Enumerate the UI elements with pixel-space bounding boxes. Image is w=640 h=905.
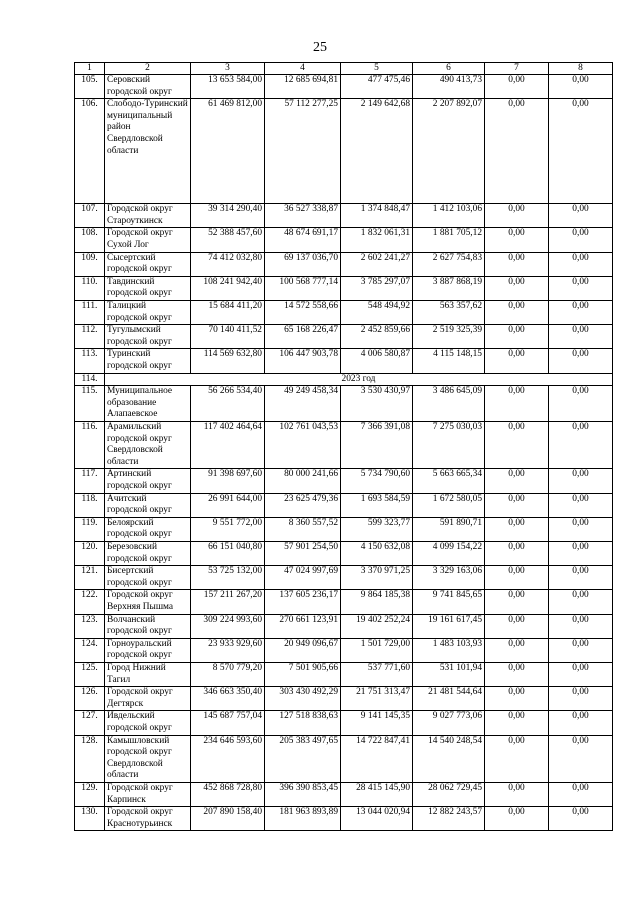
value-cell-col5: 21 751 313,47: [341, 687, 413, 711]
value-cell-col6: 9 027 773,06: [413, 711, 485, 735]
value-cell-col8: 0,00: [549, 590, 613, 614]
row-number-cell: 123.: [75, 614, 105, 638]
value-cell-col4: 8 360 557,52: [265, 517, 341, 541]
table-row: [75, 469, 613, 493]
row-number-cell: 108.: [75, 228, 105, 252]
value-cell-col3: 309 224 993,60: [191, 614, 265, 638]
municipality-name-cell: Городской округ Краснотурьинск: [105, 807, 191, 831]
value-cell-col3: 52 388 457,60: [191, 228, 265, 252]
table-row: [75, 493, 613, 517]
value-cell-col8: 0,00: [549, 614, 613, 638]
value-cell-col6: 1 483 103,93: [413, 638, 485, 662]
value-cell-col5: 1 374 848,47: [341, 204, 413, 228]
value-cell-col5: 28 415 145,90: [341, 782, 413, 806]
value-cell-col6: 563 357,62: [413, 300, 485, 324]
value-cell-col7: 0,00: [485, 228, 549, 252]
value-cell-col3: 108 241 942,40: [191, 276, 265, 300]
row-number-cell: 111.: [75, 300, 105, 324]
value-cell-col5: 2 452 859,66: [341, 325, 413, 349]
value-cell-col7: 0,00: [485, 590, 549, 614]
municipality-name-cell: Тавдинский городской округ: [105, 276, 191, 300]
value-cell-col5: 7 366 391,08: [341, 422, 413, 469]
value-cell-col4: 396 390 853,45: [265, 782, 341, 806]
value-cell-col5: 3 785 297,07: [341, 276, 413, 300]
value-cell-col3: 56 266 534,40: [191, 386, 265, 422]
value-cell-col8: 0,00: [549, 493, 613, 517]
municipality-name-cell: Муниципальное образование Алапаевское: [105, 386, 191, 422]
value-cell-col8: 0,00: [549, 782, 613, 806]
header-cell: 5: [341, 63, 413, 75]
municipality-name-cell: Город Нижний Тагил: [105, 662, 191, 686]
value-cell-col8: 0,00: [549, 469, 613, 493]
value-cell-col3: 91 398 697,60: [191, 469, 265, 493]
value-cell-col4: 100 568 777,14: [265, 276, 341, 300]
table-row: [75, 228, 613, 252]
municipality-name-cell: Туринский городской округ: [105, 349, 191, 373]
value-cell-col5: 548 494,92: [341, 300, 413, 324]
value-cell-col7: 0,00: [485, 614, 549, 638]
value-cell-col8: 0,00: [549, 566, 613, 590]
row-number-cell: 118.: [75, 493, 105, 517]
municipality-name-cell: Городской округ Староуткинск: [105, 204, 191, 228]
value-cell-col4: 80 000 241,66: [265, 469, 341, 493]
value-cell-col7: 0,00: [485, 687, 549, 711]
value-cell-col3: 74 412 032,80: [191, 252, 265, 276]
row-number-cell: 121.: [75, 566, 105, 590]
municipality-name-cell: Городской округ Сухой Лог: [105, 228, 191, 252]
value-cell-col8: 0,00: [549, 276, 613, 300]
value-cell-col8: 0,00: [549, 252, 613, 276]
value-cell-col3: 13 653 584,00: [191, 75, 265, 99]
header-cell: 4: [265, 63, 341, 75]
value-cell-col3: 15 684 411,20: [191, 300, 265, 324]
table-row: [75, 75, 613, 99]
value-cell-col4: 57 901 254,50: [265, 542, 341, 566]
value-cell-col4: 49 249 458,34: [265, 386, 341, 422]
row-number-cell: 130.: [75, 807, 105, 831]
value-cell-col8: 0,00: [549, 325, 613, 349]
value-cell-col8: 0,00: [549, 687, 613, 711]
value-cell-col4: 181 963 893,89: [265, 807, 341, 831]
value-cell-col3: 53 725 132,00: [191, 566, 265, 590]
table-row: [75, 300, 613, 324]
value-cell-col5: 14 722 847,41: [341, 735, 413, 782]
municipality-name-cell: Бисертский городской округ: [105, 566, 191, 590]
table-row: [75, 566, 613, 590]
municipality-name-cell: Ивдельский городской округ: [105, 711, 191, 735]
value-cell-col4: 12 685 694,81: [265, 75, 341, 99]
table-row: [75, 735, 613, 782]
value-cell-col5: 3 370 971,25: [341, 566, 413, 590]
value-cell-col4: 57 112 277,25: [265, 99, 341, 204]
value-cell-col7: 0,00: [485, 542, 549, 566]
row-number-cell: 112.: [75, 325, 105, 349]
value-cell-col3: 8 570 779,20: [191, 662, 265, 686]
value-cell-col6: 28 062 729,45: [413, 782, 485, 806]
value-cell-col3: 66 151 040,80: [191, 542, 265, 566]
table-row: [75, 517, 613, 541]
value-cell-col7: 0,00: [485, 782, 549, 806]
value-cell-col3: 207 890 158,40: [191, 807, 265, 831]
value-cell-col7: 0,00: [485, 517, 549, 541]
value-cell-col8: 0,00: [549, 662, 613, 686]
table-row: [75, 687, 613, 711]
header-cell: 8: [549, 63, 613, 75]
value-cell-col8: 0,00: [549, 542, 613, 566]
value-cell-col4: 48 674 691,17: [265, 228, 341, 252]
value-cell-col8: 0,00: [549, 735, 613, 782]
value-cell-col6: 4 099 154,22: [413, 542, 485, 566]
value-cell-col6: 14 540 248,54: [413, 735, 485, 782]
value-cell-col5: 599 323,77: [341, 517, 413, 541]
value-cell-col5: 1 501 729,00: [341, 638, 413, 662]
header-cell: 3: [191, 63, 265, 75]
value-cell-col8: 0,00: [549, 99, 613, 204]
municipality-name-cell: Сысертский городской округ: [105, 252, 191, 276]
row-number-cell: 120.: [75, 542, 105, 566]
table-row: [75, 614, 613, 638]
value-cell-col8: 0,00: [549, 300, 613, 324]
row-number-cell: 127.: [75, 711, 105, 735]
row-number-cell: 109.: [75, 252, 105, 276]
table-row: [75, 252, 613, 276]
value-cell-col8: 0,00: [549, 422, 613, 469]
row-number-cell: 116.: [75, 422, 105, 469]
value-cell-col5: 19 402 252,24: [341, 614, 413, 638]
value-cell-col3: 114 569 632,80: [191, 349, 265, 373]
value-cell-col4: 69 137 036,70: [265, 252, 341, 276]
value-cell-col3: 234 646 593,60: [191, 735, 265, 782]
value-cell-col8: 0,00: [549, 386, 613, 422]
row-number-cell: 122.: [75, 590, 105, 614]
value-cell-col4: 47 024 997,69: [265, 566, 341, 590]
municipality-name-cell: Городской округ Карпинск: [105, 782, 191, 806]
municipality-name-cell: Артинский городской округ: [105, 469, 191, 493]
value-cell-col4: 102 761 043,53: [265, 422, 341, 469]
value-cell-col7: 0,00: [485, 638, 549, 662]
row-number-cell: 129.: [75, 782, 105, 806]
value-cell-col6: 5 663 665,34: [413, 469, 485, 493]
table-row: [75, 386, 613, 422]
value-cell-col4: 127 518 838,63: [265, 711, 341, 735]
value-cell-col5: 477 475,46: [341, 75, 413, 99]
value-cell-col4: 14 572 558,66: [265, 300, 341, 324]
value-cell-col5: 3 530 430,97: [341, 386, 413, 422]
table-body: [75, 75, 613, 831]
value-cell-col3: 26 991 644,00: [191, 493, 265, 517]
municipality-name-cell: Слободо-Туринский муниципальный район Свердловской области: [105, 99, 191, 204]
value-cell-col3: 61 469 812,00: [191, 99, 265, 204]
value-cell-col6: 490 413,73: [413, 75, 485, 99]
table-row: [75, 276, 613, 300]
value-cell-col3: 346 663 350,40: [191, 687, 265, 711]
table-row: [75, 590, 613, 614]
row-number-cell: 125.: [75, 662, 105, 686]
value-cell-col7: 0,00: [485, 75, 549, 99]
header-cell: 2: [105, 63, 191, 75]
value-cell-col8: 0,00: [549, 228, 613, 252]
data-table: [74, 62, 613, 831]
value-cell-col8: 0,00: [549, 711, 613, 735]
municipality-name-cell: Березовский городской округ: [105, 542, 191, 566]
row-number-cell: 110.: [75, 276, 105, 300]
value-cell-col7: 0,00: [485, 386, 549, 422]
value-cell-col6: 1 412 103,06: [413, 204, 485, 228]
municipality-name-cell: Волчанский городской округ: [105, 614, 191, 638]
value-cell-col5: 9 864 185,38: [341, 590, 413, 614]
value-cell-col3: 39 314 290,40: [191, 204, 265, 228]
table-row: [75, 542, 613, 566]
row-number-cell: 119.: [75, 517, 105, 541]
value-cell-col7: 0,00: [485, 99, 549, 204]
value-cell-col7: 0,00: [485, 300, 549, 324]
value-cell-col6: 21 481 544,64: [413, 687, 485, 711]
row-number-cell: 124.: [75, 638, 105, 662]
value-cell-col5: 2 149 642,68: [341, 99, 413, 204]
header-cell: 7: [485, 63, 549, 75]
value-cell-col6: 2 627 754,83: [413, 252, 485, 276]
value-cell-col5: 1 693 584,59: [341, 493, 413, 517]
row-number-cell: 106.: [75, 99, 105, 204]
value-cell-col7: 0,00: [485, 204, 549, 228]
value-cell-col5: 2 602 241,27: [341, 252, 413, 276]
value-cell-col7: 0,00: [485, 349, 549, 373]
value-cell-col6: 3 887 868,19: [413, 276, 485, 300]
value-cell-col7: 0,00: [485, 422, 549, 469]
page-number: 25: [313, 40, 327, 55]
row-number-cell: 115.: [75, 386, 105, 422]
row-number-cell: 126.: [75, 687, 105, 711]
value-cell-col5: 1 832 061,31: [341, 228, 413, 252]
value-cell-col6: 4 115 148,15: [413, 349, 485, 373]
value-cell-col5: 537 771,60: [341, 662, 413, 686]
value-cell-col8: 0,00: [549, 349, 613, 373]
municipality-name-cell: Ачитский городской округ: [105, 493, 191, 517]
year-heading-cell: 2023 год: [105, 373, 613, 386]
row-number-cell: 113.: [75, 349, 105, 373]
value-cell-col4: 65 168 226,47: [265, 325, 341, 349]
value-cell-col7: 0,00: [485, 325, 549, 349]
municipality-name-cell: Талицкий городской округ: [105, 300, 191, 324]
table-row: [75, 422, 613, 469]
value-cell-col4: 106 447 903,78: [265, 349, 341, 373]
header-row: [75, 63, 613, 75]
municipality-name-cell: Горноуральский городской округ: [105, 638, 191, 662]
row-number-cell: 107.: [75, 204, 105, 228]
value-cell-col6: 3 486 645,09: [413, 386, 485, 422]
table-row: [75, 782, 613, 806]
municipality-name-cell: Арамильский городской округ Свердловской области: [105, 422, 191, 469]
municipality-name-cell: Тугулымский городской округ: [105, 325, 191, 349]
value-cell-col6: 1 672 580,05: [413, 493, 485, 517]
value-cell-col7: 0,00: [485, 735, 549, 782]
value-cell-col6: 7 275 030,03: [413, 422, 485, 469]
value-cell-col3: 9 551 772,00: [191, 517, 265, 541]
section-row: [75, 373, 613, 386]
value-cell-col7: 0,00: [485, 469, 549, 493]
municipality-name-cell: Камышловский городской округ Свердловской области: [105, 735, 191, 782]
row-number-cell: 117.: [75, 469, 105, 493]
value-cell-col3: 117 402 464,64: [191, 422, 265, 469]
value-cell-col6: 3 329 163,06: [413, 566, 485, 590]
value-cell-col7: 0,00: [485, 252, 549, 276]
value-cell-col4: 303 430 492,29: [265, 687, 341, 711]
value-cell-col8: 0,00: [549, 807, 613, 831]
table-row: [75, 711, 613, 735]
table-row: [75, 638, 613, 662]
value-cell-col5: 4 006 580,87: [341, 349, 413, 373]
table-row: [75, 807, 613, 831]
value-cell-col6: 2 207 892,07: [413, 99, 485, 204]
value-cell-col6: 531 101,94: [413, 662, 485, 686]
table-row: [75, 204, 613, 228]
value-cell-col4: 270 661 123,91: [265, 614, 341, 638]
value-cell-col8: 0,00: [549, 75, 613, 99]
value-cell-col4: 7 501 905,66: [265, 662, 341, 686]
value-cell-col8: 0,00: [549, 204, 613, 228]
row-number-cell: 114.: [75, 373, 105, 386]
value-cell-col7: 0,00: [485, 276, 549, 300]
value-cell-col3: 70 140 411,52: [191, 325, 265, 349]
row-number-cell: 128.: [75, 735, 105, 782]
value-cell-col4: 36 527 338,87: [265, 204, 341, 228]
municipality-name-cell: Серовский городской округ: [105, 75, 191, 99]
municipality-name-cell: Городской округ Верхняя Пышма: [105, 590, 191, 614]
municipality-name-cell: Белоярский городской округ: [105, 517, 191, 541]
value-cell-col7: 0,00: [485, 493, 549, 517]
value-cell-col6: 591 890,71: [413, 517, 485, 541]
value-cell-col5: 4 150 632,08: [341, 542, 413, 566]
value-cell-col8: 0,00: [549, 517, 613, 541]
header-cell: 1: [75, 63, 105, 75]
value-cell-col5: 13 044 020,94: [341, 807, 413, 831]
value-cell-col3: 452 868 728,80: [191, 782, 265, 806]
table-row: [75, 325, 613, 349]
value-cell-col6: 9 741 845,65: [413, 590, 485, 614]
value-cell-col6: 12 882 243,57: [413, 807, 485, 831]
value-cell-col7: 0,00: [485, 662, 549, 686]
value-cell-col5: 5 734 790,60: [341, 469, 413, 493]
value-cell-col6: 2 519 325,39: [413, 325, 485, 349]
header-cell: 6: [413, 63, 485, 75]
value-cell-col4: 205 383 497,65: [265, 735, 341, 782]
value-cell-col4: 20 949 096,67: [265, 638, 341, 662]
value-cell-col7: 0,00: [485, 807, 549, 831]
value-cell-col7: 0,00: [485, 711, 549, 735]
value-cell-col3: 23 933 929,60: [191, 638, 265, 662]
table-row: [75, 662, 613, 686]
municipality-name-cell: Городской округ Дегтярск: [105, 687, 191, 711]
value-cell-col7: 0,00: [485, 566, 549, 590]
value-cell-col3: 157 211 267,20: [191, 590, 265, 614]
value-cell-col6: 1 881 705,12: [413, 228, 485, 252]
value-cell-col4: 137 605 236,17: [265, 590, 341, 614]
value-cell-col6: 19 161 617,45: [413, 614, 485, 638]
value-cell-col8: 0,00: [549, 638, 613, 662]
value-cell-col3: 145 687 757,04: [191, 711, 265, 735]
table-row: [75, 349, 613, 373]
value-cell-col5: 9 141 145,35: [341, 711, 413, 735]
table-row: [75, 99, 613, 204]
value-cell-col4: 23 625 479,36: [265, 493, 341, 517]
row-number-cell: 105.: [75, 75, 105, 99]
